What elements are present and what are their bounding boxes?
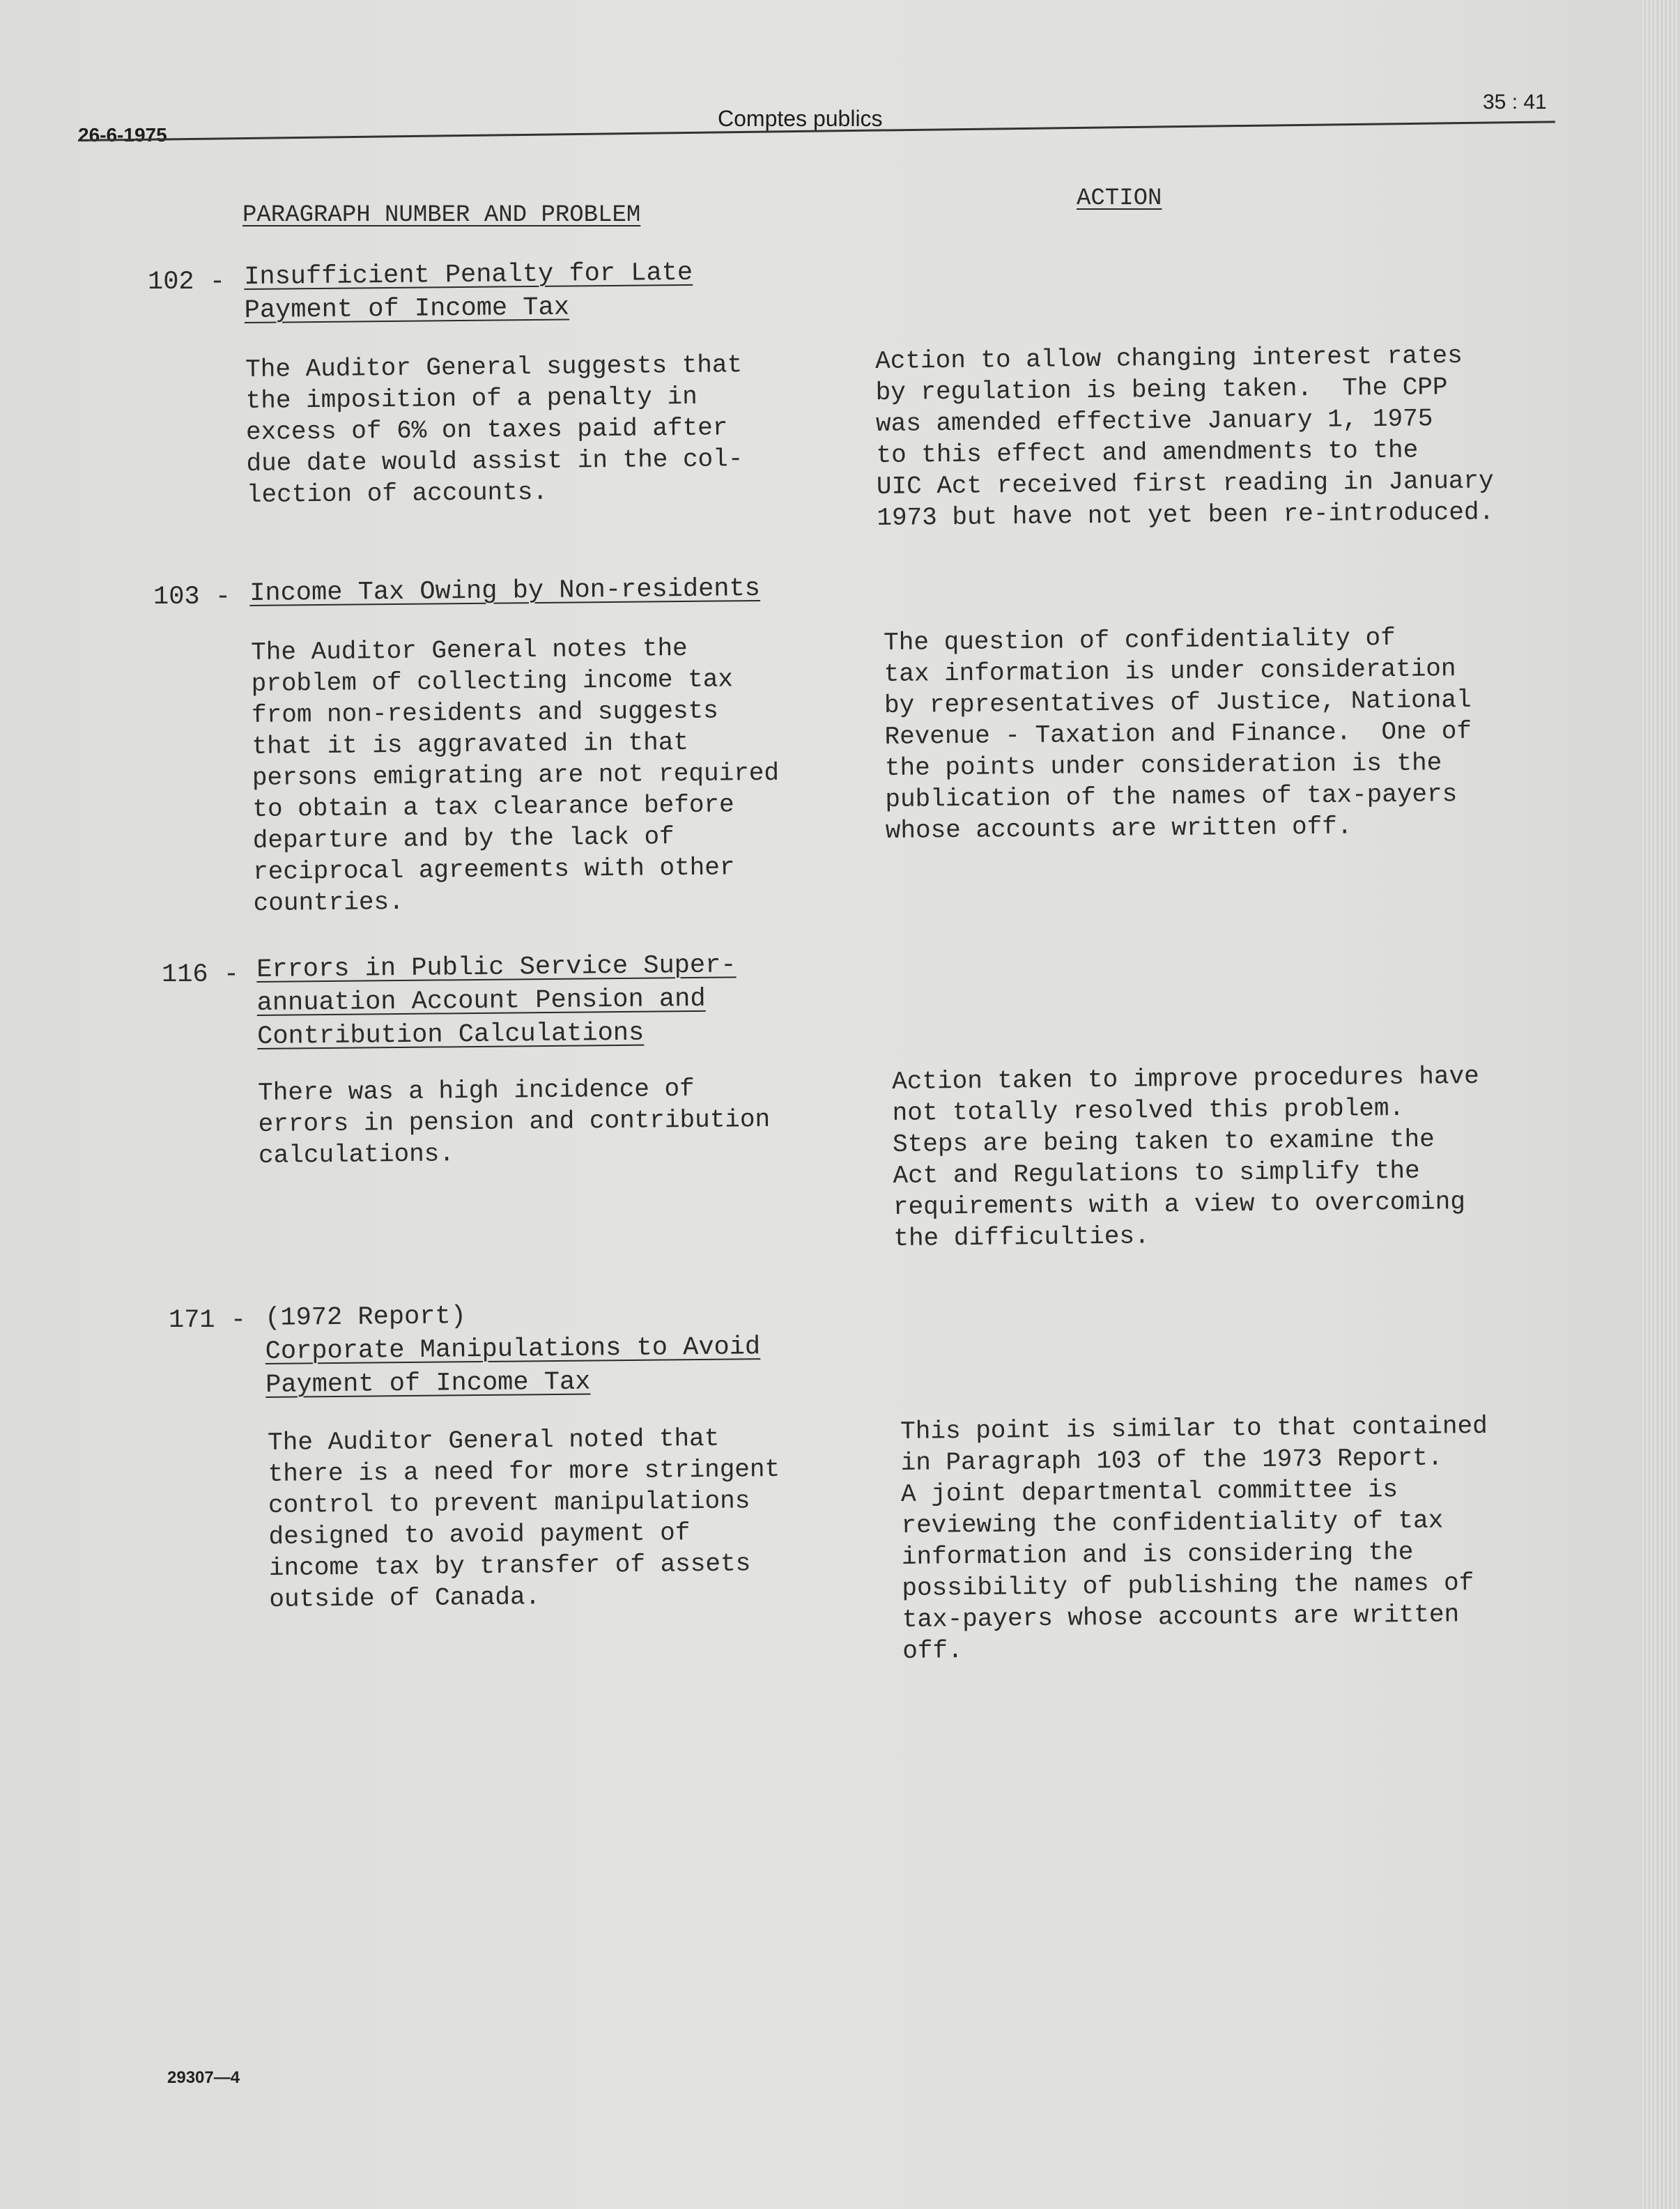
item-action-text: This point is similar to that contained in Paragraph 103 of the 1973 Report. A joint departmental committee is reviewing the confidentiality of tax information and is considering the possibility of publishing the names of tax-payers whose accounts are written off. bbox=[900, 1411, 1488, 1665]
heading-line: Payment of Income Tax bbox=[244, 293, 570, 325]
item-subtitle: (1972 Report) bbox=[265, 1302, 467, 1333]
item-problem-text: The Auditor General notes the problem of collecting income tax from non-residents and suggests that it is aggravated in that persons emigrating are not required to obtain a tax clearance before departure and by the lack of reciprocal agreements with other countries. bbox=[251, 633, 780, 918]
footer-code: 29307—4 bbox=[167, 2068, 240, 2087]
heading-line: Contribution Calculations bbox=[256, 1018, 645, 1052]
item-problem-text: There was a high incidence of errors in pension and contribution calculations. bbox=[258, 1074, 771, 1170]
header-title: Comptes publics bbox=[718, 106, 883, 131]
heading-line: Corporate Manipulations to Avoid bbox=[265, 1332, 761, 1367]
item-number: 102 - bbox=[148, 268, 226, 297]
item-problem-text: The Auditor General noted that there is a need for more stringent control to prevent manipulations designed to avoid payment of income tax by transfer of assets outside of Canada. bbox=[268, 1424, 780, 1614]
item-action-text: Action to allow changing interest rates by regulation is being taken. The CPP was amended effective January 1, 1975 to this effect and amendments to the UIC Act received first reading in January 1973 but have not yet been re-introduced. bbox=[875, 341, 1495, 532]
column-title-action: ACTION bbox=[1077, 185, 1162, 212]
item-number: 116 - bbox=[162, 960, 240, 990]
header-date: 26-6-1975 bbox=[78, 124, 167, 146]
heading-line: annuation Account Pension and bbox=[256, 984, 706, 1018]
heading-line: Income Tax Owing by Non-residents bbox=[249, 574, 761, 608]
item-heading bbox=[265, 1297, 761, 1402]
item-number: 103 - bbox=[153, 583, 231, 612]
item-action-text: The question of confidentiality of tax information is under consideration by representatives of Justice, National Revenue - Taxation and Finance. One of the points under consideration is the publication of the names of tax-payers whose accounts are written off. bbox=[884, 623, 1472, 845]
item-problem-text: The Auditor General suggests that the imposition of a penalty in excess of 6% on taxes paid after due date would assist in the col- lection of accounts. bbox=[245, 351, 743, 509]
item-heading bbox=[249, 572, 760, 610]
heading-line: Errors in Public Service Super- bbox=[256, 950, 737, 985]
heading-line: Insufficient Penalty for Late bbox=[244, 258, 693, 292]
header-page-number: 35 : 41 bbox=[1483, 91, 1547, 114]
item-number: 171 - bbox=[169, 1306, 247, 1335]
column-title-problem: PARAGRAPH NUMBER AND PROBLEM bbox=[242, 202, 641, 229]
heading-line: Payment of Income Tax bbox=[265, 1367, 591, 1400]
item-heading bbox=[256, 948, 737, 1054]
item-heading bbox=[244, 256, 693, 328]
page-stack-edge bbox=[1641, 0, 1680, 2209]
item-action-text: Action taken to improve procedures have not totally resolved this problem. Steps are being taken to examine the Act and Regulations to simplify the requirements with a view to overcoming the difficulties. bbox=[892, 1061, 1479, 1253]
